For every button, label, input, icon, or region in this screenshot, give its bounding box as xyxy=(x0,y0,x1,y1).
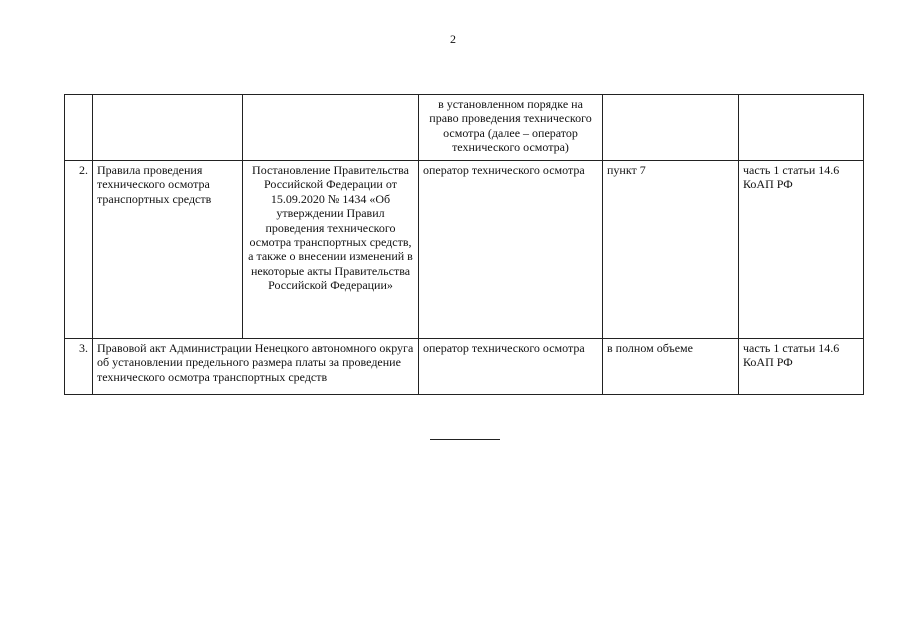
act-requisites-cell xyxy=(243,95,419,161)
subjects-cell: оператор технического осмотра xyxy=(419,161,603,339)
act-name-cell: Правила проведения технического осмотра транспортных средств xyxy=(93,161,243,339)
requirements-table xyxy=(64,94,864,395)
liability-cell xyxy=(739,95,864,161)
structural-units-cell: в полном объеме xyxy=(603,339,739,395)
liability-cell: часть 1 статьи 14.6 КоАП РФ xyxy=(739,339,864,395)
end-of-document-rule xyxy=(430,439,500,440)
row-number-cell: 3. xyxy=(65,339,93,395)
table-row xyxy=(65,339,864,395)
act-name-cell xyxy=(93,95,243,161)
row-number-cell xyxy=(65,95,93,161)
subjects-cell: оператор технического осмотра xyxy=(419,339,603,395)
act-name-cell: Правовой акт Администрации Ненецкого автономного округа об установлении предельного размера платы за проведение технического осмотра транспортных средств xyxy=(93,339,419,395)
structural-units-cell: пункт 7 xyxy=(603,161,739,339)
liability-cell: часть 1 статьи 14.6 КоАП РФ xyxy=(739,161,864,339)
row-number-cell: 2. xyxy=(65,161,93,339)
table-row xyxy=(65,161,864,339)
act-requisites-cell: Постановление Правительства Российской Федерации от 15.09.2020 № 1434 «Об утверждении Правил проведения технического осмотра транспортных средств, а также о внесении изменений в некоторые акты Правительства Российской Федерации» xyxy=(243,161,419,339)
page-number: 2 xyxy=(450,32,456,46)
subjects-cell: в установленном порядке на право проведения технического осмотра (далее – оператор технического осмотра) xyxy=(419,95,603,161)
table-row xyxy=(65,95,864,161)
structural-units-cell xyxy=(603,95,739,161)
